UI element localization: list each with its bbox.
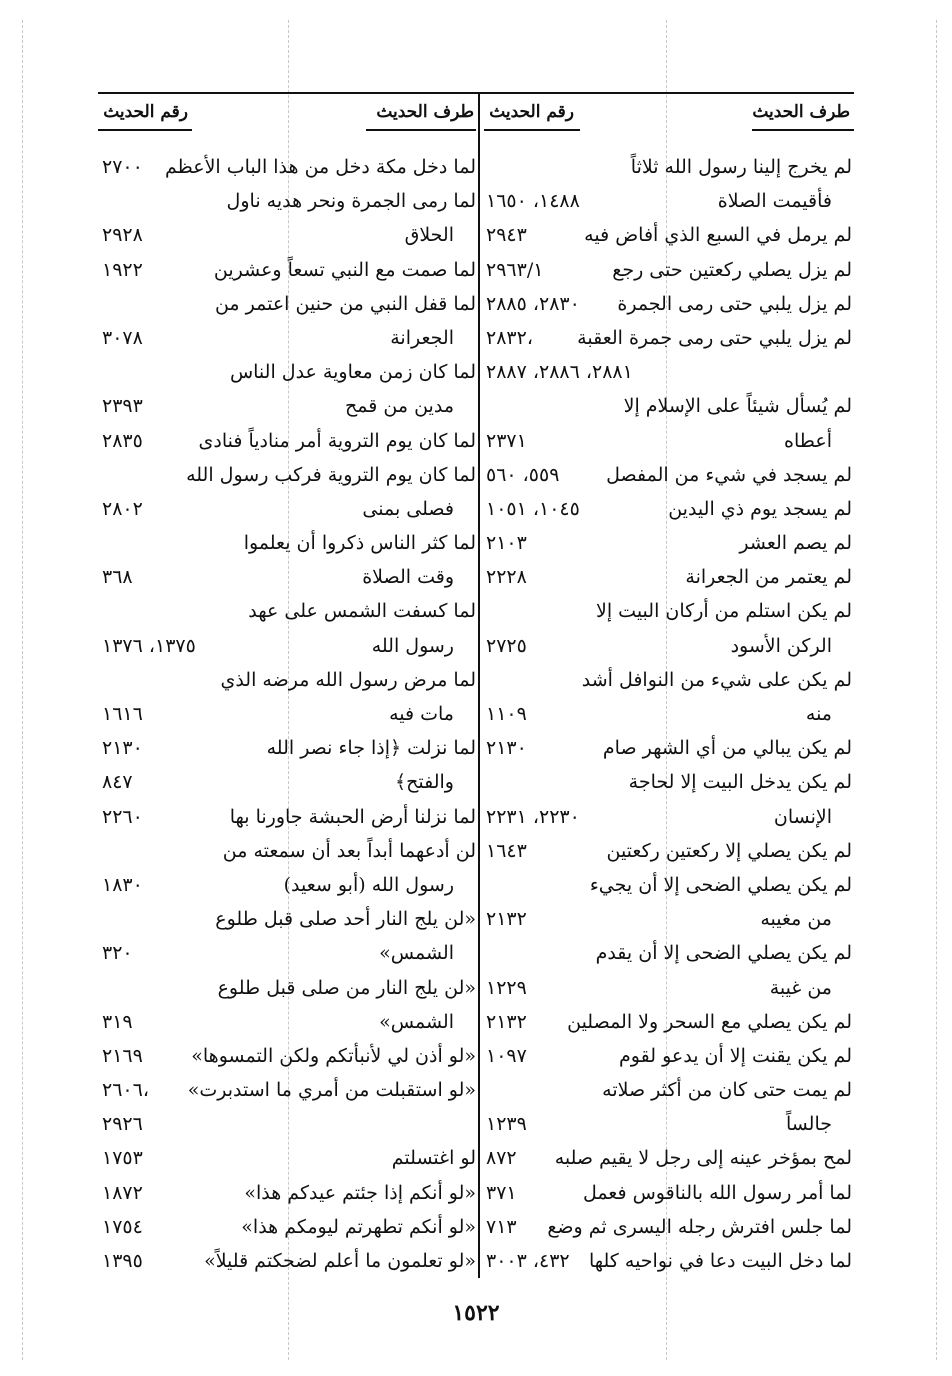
hadith-phrase: الشمس»: [379, 1010, 454, 1033]
hadith-phrase: والفتح﴾: [395, 771, 454, 794]
hadith-phrase: لم يصم العشر: [739, 532, 852, 555]
hadith-phrase: لو اغتسلتم: [391, 1147, 476, 1170]
hadith-phrase: لما كان يوم التروية أمر منادياً فنادى: [198, 429, 476, 452]
hadith-number: ٢٩٢٨: [102, 224, 143, 247]
hadith-phrase: لم يكن على شيء من النوافل أشد: [581, 668, 852, 691]
hadith-number: ٢٨٣٢،: [486, 326, 533, 349]
index-row: [482, 594, 852, 628]
hadith-phrase: الشمس»: [379, 942, 454, 965]
header-left-text: طرف الحديث: [376, 102, 474, 122]
hadith-phrase: لم يكن يدخل البيت إلا لحاجة: [628, 771, 852, 794]
index-row: [98, 936, 476, 970]
index-row: [98, 355, 476, 389]
hadith-phrase: لم يكن يصلي الضحى إلا أن يجيء: [589, 873, 852, 896]
top-rule: [98, 92, 854, 94]
index-row: [482, 355, 852, 389]
hadith-number: ٥٥٩، ٥٦٠: [486, 463, 560, 486]
hadith-number: ٢٩٢٦: [102, 1113, 143, 1136]
hadith-number: ٢٨٨١، ٢٨٨٦، ٢٨٨٧: [486, 361, 633, 384]
index-row: [482, 218, 852, 252]
hadith-number: ١٤٨٨، ١٦٥٠: [486, 190, 580, 213]
index-row: [482, 1107, 852, 1141]
hadith-phrase: جالساً: [785, 1113, 832, 1136]
hadith-number: ٢٨٠٢: [102, 497, 143, 520]
index-row: [482, 492, 852, 526]
index-row: [482, 1176, 852, 1210]
index-row: [482, 1073, 852, 1107]
index-row: [98, 594, 476, 628]
hadith-number: ١٨٧٢: [102, 1181, 143, 1204]
index-row: [482, 253, 852, 287]
hadith-phrase: لم يزل يلبي حتى رمى الجمرة: [617, 292, 852, 315]
hadith-phrase: لما صمت مع النبي تسعاً وعشرين: [213, 258, 476, 281]
hadith-number: ٢١٦٩: [102, 1044, 143, 1067]
index-row: [482, 1244, 852, 1278]
hadith-number: ٢١٣٠: [102, 737, 143, 760]
hadith-number: ٨٤٧: [102, 771, 133, 794]
index-row: [482, 800, 852, 834]
hadith-phrase: رسول الله (أبو سعيد): [283, 873, 454, 896]
hadith-number: ١٦١٦: [102, 703, 143, 725]
header-underline-left-num: [98, 129, 192, 131]
hadith-phrase: لما جلس افترش رجله اليسرى ثم وضع: [547, 1215, 852, 1238]
index-row: [98, 1073, 476, 1107]
index-row: [98, 218, 476, 252]
hadith-phrase: وقت الصلاة: [362, 566, 454, 589]
hadith-phrase: لما دخل مكة دخل من هذا الباب الأعظم: [165, 156, 476, 178]
hadith-phrase: لما أمر رسول الله بالناقوس فعمل: [582, 1181, 852, 1204]
index-row: [98, 287, 476, 321]
hadith-phrase: «لو تعلمون ما أعلم لضحكتم قليلاً»: [204, 1250, 476, 1272]
hadith-phrase: منه: [805, 703, 832, 725]
hadith-number: ٢٧٠٠: [102, 156, 143, 178]
index-row: [482, 731, 852, 765]
index-row: [482, 663, 852, 697]
index-row: [482, 629, 852, 663]
hadith-phrase: لما دخل البيت دعا في نواحيه كلها: [588, 1250, 852, 1272]
margin-guide-left: [22, 20, 23, 1360]
column-divider: [478, 92, 480, 1278]
hadith-phrase: من مغيبه: [760, 908, 832, 931]
hadith-phrase: لما كسفت الشمس على عهد: [248, 600, 476, 623]
hadith-phrase: لم يكن يصلي الضحى إلا أن يقدم: [595, 942, 852, 965]
index-row: [98, 1176, 476, 1210]
hadith-phrase: لم يسجد يوم ذي اليدين: [668, 497, 852, 520]
hadith-phrase: الحلاق: [404, 224, 454, 247]
index-row: [482, 389, 852, 423]
index-row: [482, 936, 852, 970]
hadith-phrase: لم يكن يقنت إلا أن يدعو لقوم: [619, 1044, 852, 1067]
hadith-number: ٢٧٢٥: [486, 634, 527, 657]
header-left-num: رقم الحديث: [103, 102, 188, 122]
hadith-number: ١٧٥٤: [102, 1215, 143, 1238]
index-row: [98, 253, 476, 287]
margin-guide-right: [936, 20, 937, 1360]
index-row: [98, 902, 476, 936]
index-row: [98, 629, 476, 663]
hadith-number: ١٣٧٥، ١٣٧٦: [102, 634, 196, 657]
hadith-phrase: لمح بمؤخر عينه إلى رجل لا يقيم صلبه: [554, 1147, 852, 1170]
index-row: [98, 697, 476, 731]
hadith-number: ٢١٣٢: [486, 908, 527, 931]
index-row: [482, 184, 852, 218]
hadith-phrase: لما كان يوم التروية فركب رسول الله: [186, 463, 476, 486]
hadith-number: ١٧٥٣: [102, 1147, 143, 1170]
index-row: [482, 150, 852, 184]
hadith-number: ٣٠٧٨: [102, 326, 143, 349]
hadith-number: ١٢٢٩: [486, 976, 527, 999]
hadith-phrase: مات فيه: [389, 703, 454, 725]
hadith-phrase: مدين من قمح: [345, 395, 454, 418]
hadith-number: ٢٢٦٠: [102, 805, 143, 828]
hadith-phrase: لم يرمل في السبع الذي أفاض فيه: [584, 224, 852, 247]
hadith-phrase: لم يُسأل شيئاً على الإسلام إلا: [623, 395, 852, 418]
hadith-number: ٢٨٣٥: [102, 429, 143, 452]
header-right-num: رقم الحديث: [489, 102, 574, 122]
hadith-phrase: الإنسان: [773, 805, 832, 828]
index-row: [482, 1210, 852, 1244]
index-row: [98, 834, 476, 868]
index-row: [482, 971, 852, 1005]
hadith-number: ١٢٣٩: [486, 1113, 527, 1136]
hadith-phrase: رسول الله: [371, 634, 454, 657]
hadith-number: ٢٣٩٣: [102, 395, 143, 418]
index-row: [482, 321, 852, 355]
left-column: [98, 150, 476, 1278]
hadith-phrase: لما كثر الناس ذكروا أن يعلموا: [243, 532, 476, 555]
hadith-number: ١٨٣٠: [102, 873, 143, 896]
index-row: [482, 424, 852, 458]
hadith-phrase: لم يزل يلبي حتى رمى جمرة العقبة: [577, 326, 852, 349]
index-row: [482, 458, 852, 492]
index-row: [98, 1107, 476, 1141]
hadith-number: ٣٢٠: [102, 942, 133, 965]
hadith-number: ٨٧٢: [486, 1147, 517, 1170]
hadith-phrase: لم يكن يبالي من أي الشهر صام: [602, 737, 852, 760]
hadith-phrase: أعطاه: [784, 429, 832, 452]
hadith-phrase: فأقيمت الصلاة: [717, 190, 832, 213]
hadith-number: ٢٣٧١: [486, 429, 527, 452]
hadith-phrase: لم يكن استلم من أركان البيت إلا: [596, 600, 852, 623]
hadith-number: ٤٣٢، ٣٠٠٣: [486, 1250, 570, 1272]
index-row: [482, 560, 852, 594]
index-row: [98, 868, 476, 902]
index-row: [482, 902, 852, 936]
header-underline-right-num: [484, 129, 580, 131]
hadith-number: ٢٢٣٠، ٢٢٣١: [486, 805, 580, 828]
hadith-number: ٣٦٨: [102, 566, 133, 589]
index-row: [482, 1005, 852, 1039]
hadith-phrase: «لن يلج النار أحد صلى قبل طلوع: [215, 908, 476, 931]
hadith-number: ٢١٠٣: [486, 532, 527, 555]
hadith-phrase: لما رمى الجمرة ونحر هديه ناول: [226, 190, 476, 213]
right-column: [482, 150, 852, 1278]
index-row: [98, 971, 476, 1005]
index-row: [98, 424, 476, 458]
index-row: [98, 1039, 476, 1073]
hadith-number: ٢٢٢٨: [486, 566, 527, 589]
index-row: [482, 868, 852, 902]
hadith-number: ٢١٣٠: [486, 737, 527, 760]
hadith-number: ٢٨٣٠، ٢٨٨٥: [486, 292, 580, 315]
hadith-number: ١٣٩٥: [102, 1250, 143, 1272]
hadith-phrase: «لو أذن لي لأنبأتكم ولكن التمسوها»: [191, 1044, 476, 1067]
hadith-number: ٢١٣٢: [486, 1010, 527, 1033]
hadith-number: ٢٩٦٣/١: [486, 258, 544, 281]
hadith-number: ٣٧١: [486, 1181, 517, 1204]
index-row: [482, 526, 852, 560]
hadith-number: ٢٦٠٦،: [102, 1079, 149, 1102]
hadith-phrase: لما كان زمن معاوية عدل الناس: [229, 361, 476, 384]
index-row: [98, 800, 476, 834]
index-row: [98, 389, 476, 423]
index-row: [98, 184, 476, 218]
hadith-phrase: «لو أنكم إذا جئتم عيدكم هذا»: [244, 1181, 476, 1204]
hadith-phrase: لم يمت حتى كان من أكثر صلاته: [602, 1079, 852, 1102]
header-underline-left-text: [366, 129, 476, 131]
index-row: [98, 526, 476, 560]
index-row: [98, 492, 476, 526]
hadith-phrase: لم يعتمر من الجعرانة: [685, 566, 852, 589]
hadith-phrase: لم يكن يصلي مع السحر ولا المصلين: [567, 1010, 852, 1033]
hadith-phrase: من غيبة: [769, 976, 832, 999]
hadith-phrase: الركن الأسود: [730, 634, 832, 657]
hadith-phrase: لما نزلنا أرض الحبشة جاورنا بها: [229, 805, 476, 828]
hadith-phrase: لن أدعهما أبداً بعد أن سمعته من: [222, 839, 476, 862]
hadith-phrase: لما مرض رسول الله مرضه الذي: [220, 668, 476, 691]
index-row: [98, 560, 476, 594]
hadith-phrase: فصلى بمنى: [362, 497, 454, 520]
hadith-number: ١٩٢٢: [102, 258, 143, 281]
hadith-number: ٢٩٤٣: [486, 224, 527, 247]
hadith-phrase: «لو أنكم تطهرتم ليومكم هذا»: [241, 1215, 476, 1238]
hadith-phrase: لما نزلت ﴿إذا جاء نصر الله: [266, 737, 476, 760]
hadith-phrase: لم يكن يصلي إلا ركعتين ركعتين: [606, 839, 852, 862]
header-right-text: طرف الحديث: [752, 102, 850, 122]
index-row: [98, 1244, 476, 1278]
index-row: [482, 765, 852, 799]
index-row: [482, 1039, 852, 1073]
hadith-number: ١١٠٩: [486, 703, 527, 725]
hadith-phrase: لما قفل النبي من حنين اعتمر من: [214, 292, 476, 315]
index-row: [98, 458, 476, 492]
index-row: [98, 765, 476, 799]
index-row: [482, 697, 852, 731]
index-row: [98, 663, 476, 697]
index-row: [98, 321, 476, 355]
hadith-number: ٣١٩: [102, 1010, 133, 1033]
page-number: ١٥٢٢: [452, 1300, 500, 1326]
index-row: [482, 834, 852, 868]
hadith-phrase: الجعرانة: [390, 326, 454, 349]
hadith-number: ٧١٣: [486, 1215, 517, 1238]
hadith-phrase: لم يسجد في شيء من المفصل: [606, 463, 852, 486]
hadith-phrase: «لن يلج النار من صلى قبل طلوع: [217, 976, 476, 999]
hadith-phrase: لم يخرج إلينا رسول الله ثلاثاً: [630, 156, 852, 178]
hadith-number: ١٠٤٥، ١٠٥١: [486, 497, 580, 520]
index-row: [98, 1005, 476, 1039]
index-row: [482, 1141, 852, 1175]
index-row: [98, 1141, 476, 1175]
hadith-phrase: لم يزل يصلي ركعتين حتى رجع: [612, 258, 852, 281]
hadith-phrase: «لو استقبلت من أمري ما استدبرت»: [187, 1079, 476, 1102]
index-row: [98, 731, 476, 765]
index-row: [98, 150, 476, 184]
hadith-number: ١٦٤٣: [486, 839, 527, 862]
index-row: [482, 287, 852, 321]
header-underline-right-text: [752, 129, 854, 131]
hadith-number: ١٠٩٧: [486, 1044, 527, 1067]
index-row: [98, 1210, 476, 1244]
